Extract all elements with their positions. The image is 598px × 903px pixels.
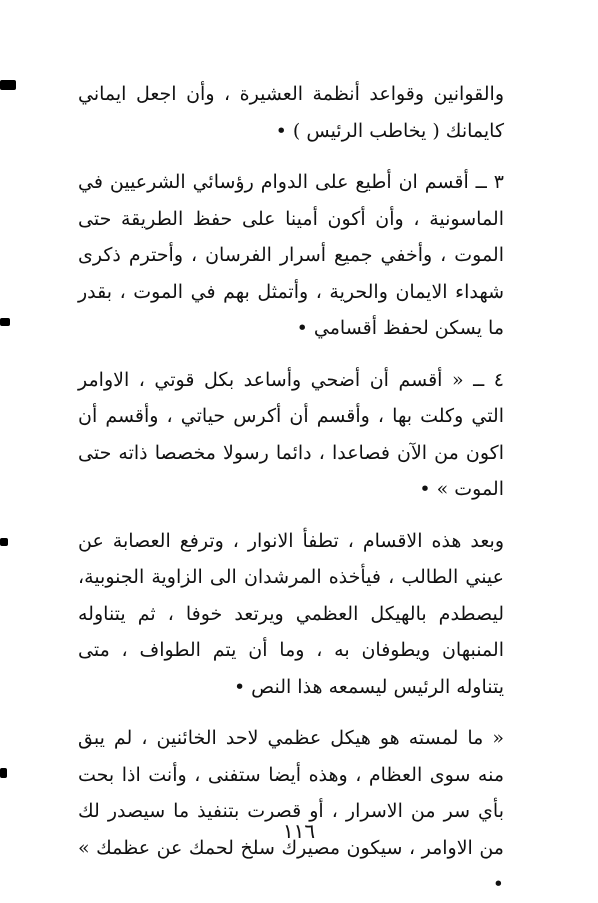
paragraph-continuation: والقوانين وقواعد أنظمة العشيرة ، وأن اجعل ايماني كايمانك ( يخاطب الرئيس ) • — [78, 83, 504, 142]
paragraph-ceremony: وبعد هذه الاقسام ، تطفأ الانوار ، وترفع العصابة عن عيني الطالب ، فيأخذه المرشدان الى الزاوية الجنوبية، ليصطدم بالهيكل العظمي ويرتعد خوفا ، ثم يتناوله المنبهان ويطوفان به ، وما أن يتم الطواف ، متى يتناوله الرئيس ليسمعه هذا النص • — [78, 529, 504, 698]
paragraph-warning: « ما لمسته هو هيكل عظمي لاحد الخائنين ، لم يبق منه سوى العظام ، وهذه أيضا ستفنى ، وأنت اذا بحت بأي سر من الاسرار ، أو قصرت بتنفيذ ما سيصدر لك من الاوامر ، سيكون مصيرك سلخ لحمك عن عظمك » • — [78, 727, 504, 895]
paragraph-oath-3: ٣ ــ أقسم ان أطيع على الدوام رؤسائي الشرعيين في الماسونية ، وأن أكون أمينا على حفظ الطريقة حتى الموت ، وأخفي جميع أسرار الفرسان ، وأحترم ذكرى شهداء الايمان والحرية ، وأتمثل بهم في الموت ، بقدر ما يسكن لحفظ أقسامي • — [78, 171, 504, 339]
page-number: ١١٦ — [282, 819, 316, 843]
margin-ink-mark — [0, 768, 7, 778]
margin-ink-mark — [0, 538, 8, 546]
paragraph-oath-4: ٤ ــ « أقسم أن أضحي وأساعد بكل قوتي ، الاوامر التي وكلت بها ، وأقسم أن أكرس حياتي ، وأقسم أن اكون من الآن فصاعدا ، دائما رسولا مخصصا ذاته حتى الموت » • — [78, 368, 504, 500]
margin-ink-mark — [0, 80, 16, 90]
margin-ink-mark — [0, 318, 10, 326]
body-text — [78, 76, 504, 903]
